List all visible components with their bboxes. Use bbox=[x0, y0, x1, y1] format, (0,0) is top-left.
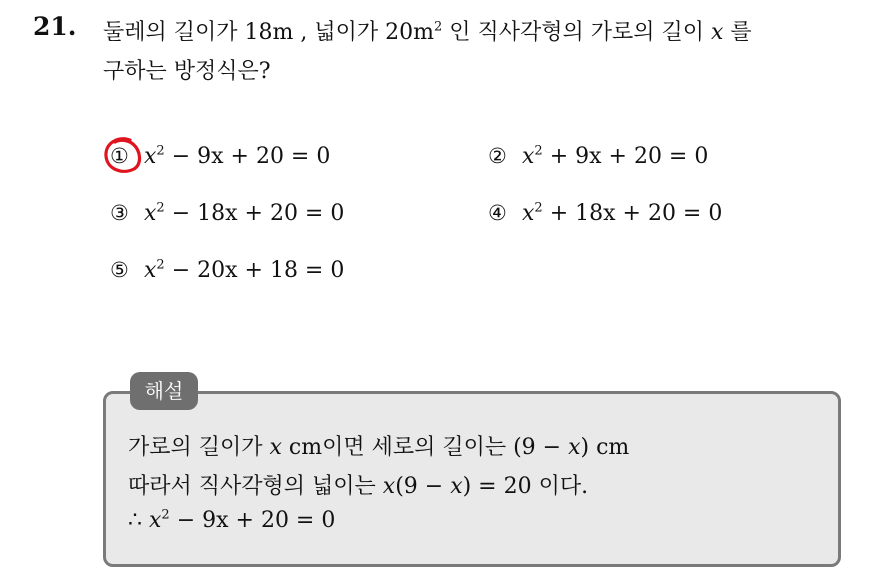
superscript: 2 bbox=[161, 507, 170, 523]
choice-equation: + 9x + 20 = 0 bbox=[542, 144, 709, 169]
choice-4[interactable] bbox=[488, 201, 722, 226]
solution-line2 bbox=[128, 469, 588, 500]
superscript: 2 bbox=[156, 200, 165, 216]
solution-line1 bbox=[128, 430, 629, 461]
solution-text: − 9x + 20 = 0 bbox=[169, 508, 336, 533]
variable-x: x bbox=[450, 474, 463, 499]
solution-text: ) = 20 이다. bbox=[462, 474, 589, 499]
choice-equation: − 18x + 20 = 0 bbox=[164, 201, 345, 226]
solution-text: ) cm bbox=[580, 435, 630, 460]
choice-number: ④ bbox=[488, 201, 507, 225]
superscript: 2 bbox=[156, 143, 165, 159]
question-text-line2: 구하는 방정식은? bbox=[103, 59, 271, 84]
variable-x: x bbox=[710, 20, 724, 45]
choice-5[interactable] bbox=[110, 258, 344, 283]
solution-label: 해설 bbox=[130, 372, 198, 410]
superscript: 2 bbox=[534, 200, 543, 216]
choice-1[interactable] bbox=[110, 144, 330, 169]
solution-line3 bbox=[128, 508, 335, 533]
variable-x: x bbox=[269, 435, 282, 460]
variable-x: x bbox=[149, 508, 162, 533]
variable-x: x bbox=[382, 474, 396, 499]
question-text-part: 를 bbox=[723, 20, 752, 45]
variable-x: x bbox=[522, 144, 535, 169]
choice-number: ② bbox=[488, 144, 507, 168]
choice-number: ① bbox=[110, 144, 129, 168]
question-text-line1 bbox=[103, 15, 752, 46]
variable-x: x bbox=[144, 258, 157, 283]
choice-2[interactable] bbox=[488, 144, 708, 169]
solution-text: 따라서 직사각형의 넓이는 bbox=[128, 474, 383, 499]
therefore-symbol: ∴ bbox=[128, 508, 149, 533]
choice-equation: − 9x + 20 = 0 bbox=[164, 144, 331, 169]
question-text-part: 인 직사각형의 가로의 길이 bbox=[442, 20, 711, 45]
variable-x: x bbox=[522, 201, 535, 226]
superscript: 2 bbox=[156, 257, 165, 273]
superscript: 2 bbox=[534, 143, 543, 159]
superscript: 2 bbox=[433, 19, 443, 35]
variable-x: x bbox=[144, 201, 157, 226]
variable-x: x bbox=[144, 144, 157, 169]
choice-equation: − 20x + 18 = 0 bbox=[164, 258, 345, 283]
variable-x: x bbox=[568, 435, 581, 460]
choice-number: ⑤ bbox=[110, 258, 129, 282]
solution-text: cm이면 세로의 길이는 (9 − bbox=[281, 435, 569, 460]
choice-equation: + 18x + 20 = 0 bbox=[542, 201, 723, 226]
question-number: 21. bbox=[33, 12, 77, 41]
choice-3[interactable] bbox=[110, 201, 344, 226]
choice-number: ③ bbox=[110, 201, 129, 225]
question-text-part: 둘레의 길이가 18m , 넓이가 20m bbox=[103, 20, 434, 45]
solution-text: 가로의 길이가 bbox=[128, 435, 270, 460]
solution-text: (9 − bbox=[395, 474, 451, 499]
